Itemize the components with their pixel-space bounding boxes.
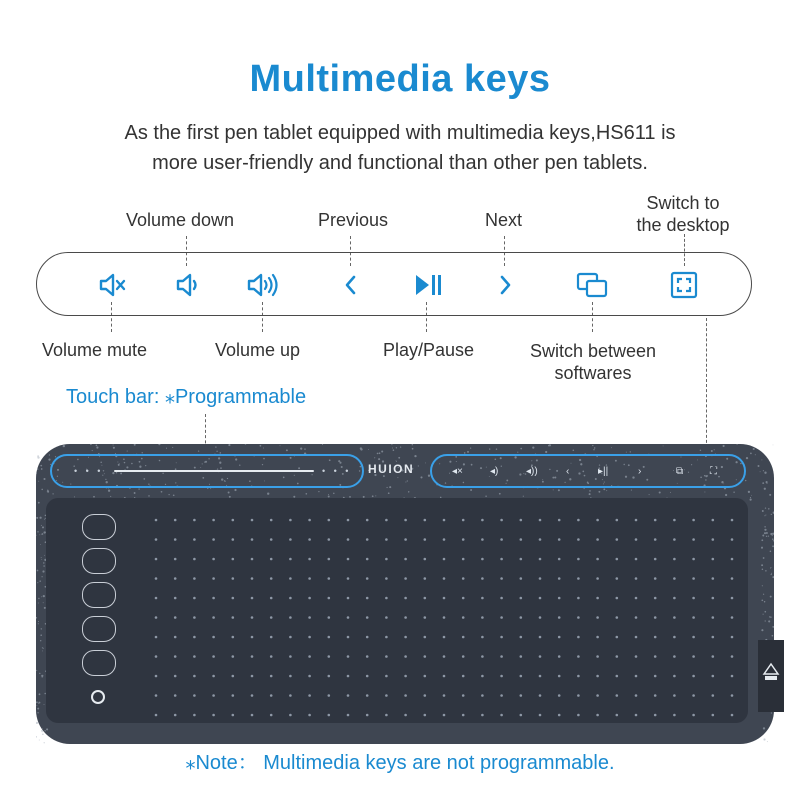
volume-down-icon[interactable] (170, 268, 204, 302)
brand-logo: HUION (368, 462, 415, 476)
tablet-play-pause-icon[interactable]: ▸|| (598, 466, 609, 477)
volume-up-icon[interactable] (245, 268, 279, 302)
tablet-volume-up-icon[interactable]: ◂)) (526, 466, 538, 477)
switch-windows-icon[interactable] (575, 268, 609, 302)
tablet-volume-down-icon[interactable]: ◂) (490, 466, 499, 477)
tablet-previous-icon[interactable]: ‹ (566, 466, 570, 477)
previous-icon[interactable] (334, 268, 368, 302)
label-switch-desktop (624, 192, 742, 236)
express-key-2[interactable] (82, 548, 116, 574)
label-switch-desktop-line-2: the desktop (636, 215, 730, 235)
indicator-light (91, 690, 105, 704)
tablet-mute-icon[interactable]: ◂× (452, 466, 463, 477)
brand-tag-logo-icon (758, 640, 784, 712)
page-title: Multimedia keys (249, 58, 551, 100)
touch-bar-dots-left: • • • (74, 466, 104, 476)
label-previous: Previous (318, 210, 389, 230)
touch-bar-slider[interactable] (114, 470, 314, 472)
brand-tag (758, 640, 784, 712)
label-volume-down: Volume down (126, 210, 235, 230)
footnote: ⁎Note： Multimedia keys are not programmable. (185, 752, 615, 774)
express-key-3[interactable] (82, 582, 116, 608)
label-switch-software (518, 340, 668, 384)
surface-dot-grid (46, 498, 748, 723)
subtitle (40, 118, 760, 178)
next-icon[interactable] (488, 268, 522, 302)
subtitle-line-2: more user-friendly and functional than other pen tablets. (152, 152, 648, 174)
label-switch-desktop-line-1: Switch to (646, 193, 720, 213)
tablet-desktop-icon[interactable]: ⛶ (710, 466, 717, 477)
label-volume-up: Volume up (215, 340, 301, 360)
label-play-pause: Play/Pause (383, 340, 475, 360)
express-key-1[interactable] (82, 514, 116, 540)
label-switch-software-line-2: softwares (554, 363, 632, 383)
label-next: Next (485, 210, 523, 230)
subtitle-line-1: As the first pen tablet equipped with multimedia keys,HS611 is (124, 122, 676, 144)
play-pause-icon[interactable] (410, 268, 444, 302)
multimedia-key-bar (36, 252, 752, 316)
touch-bar-dots-right: • • • (322, 466, 352, 476)
tablet-multimedia-keys (430, 454, 746, 488)
express-key-5[interactable] (82, 650, 116, 676)
label-switch-software-line-1: Switch between (529, 341, 657, 361)
touch-bar-label: Touch bar: ⁎Programmable (66, 386, 307, 408)
desktop-icon[interactable] (667, 268, 701, 302)
mute-icon[interactable] (95, 268, 129, 302)
tablet-switch-windows-icon[interactable]: ⧉ (676, 466, 684, 477)
express-key-4[interactable] (82, 616, 116, 642)
tablet-next-icon[interactable]: › (638, 466, 642, 477)
label-volume-mute: Volume mute (42, 340, 148, 360)
